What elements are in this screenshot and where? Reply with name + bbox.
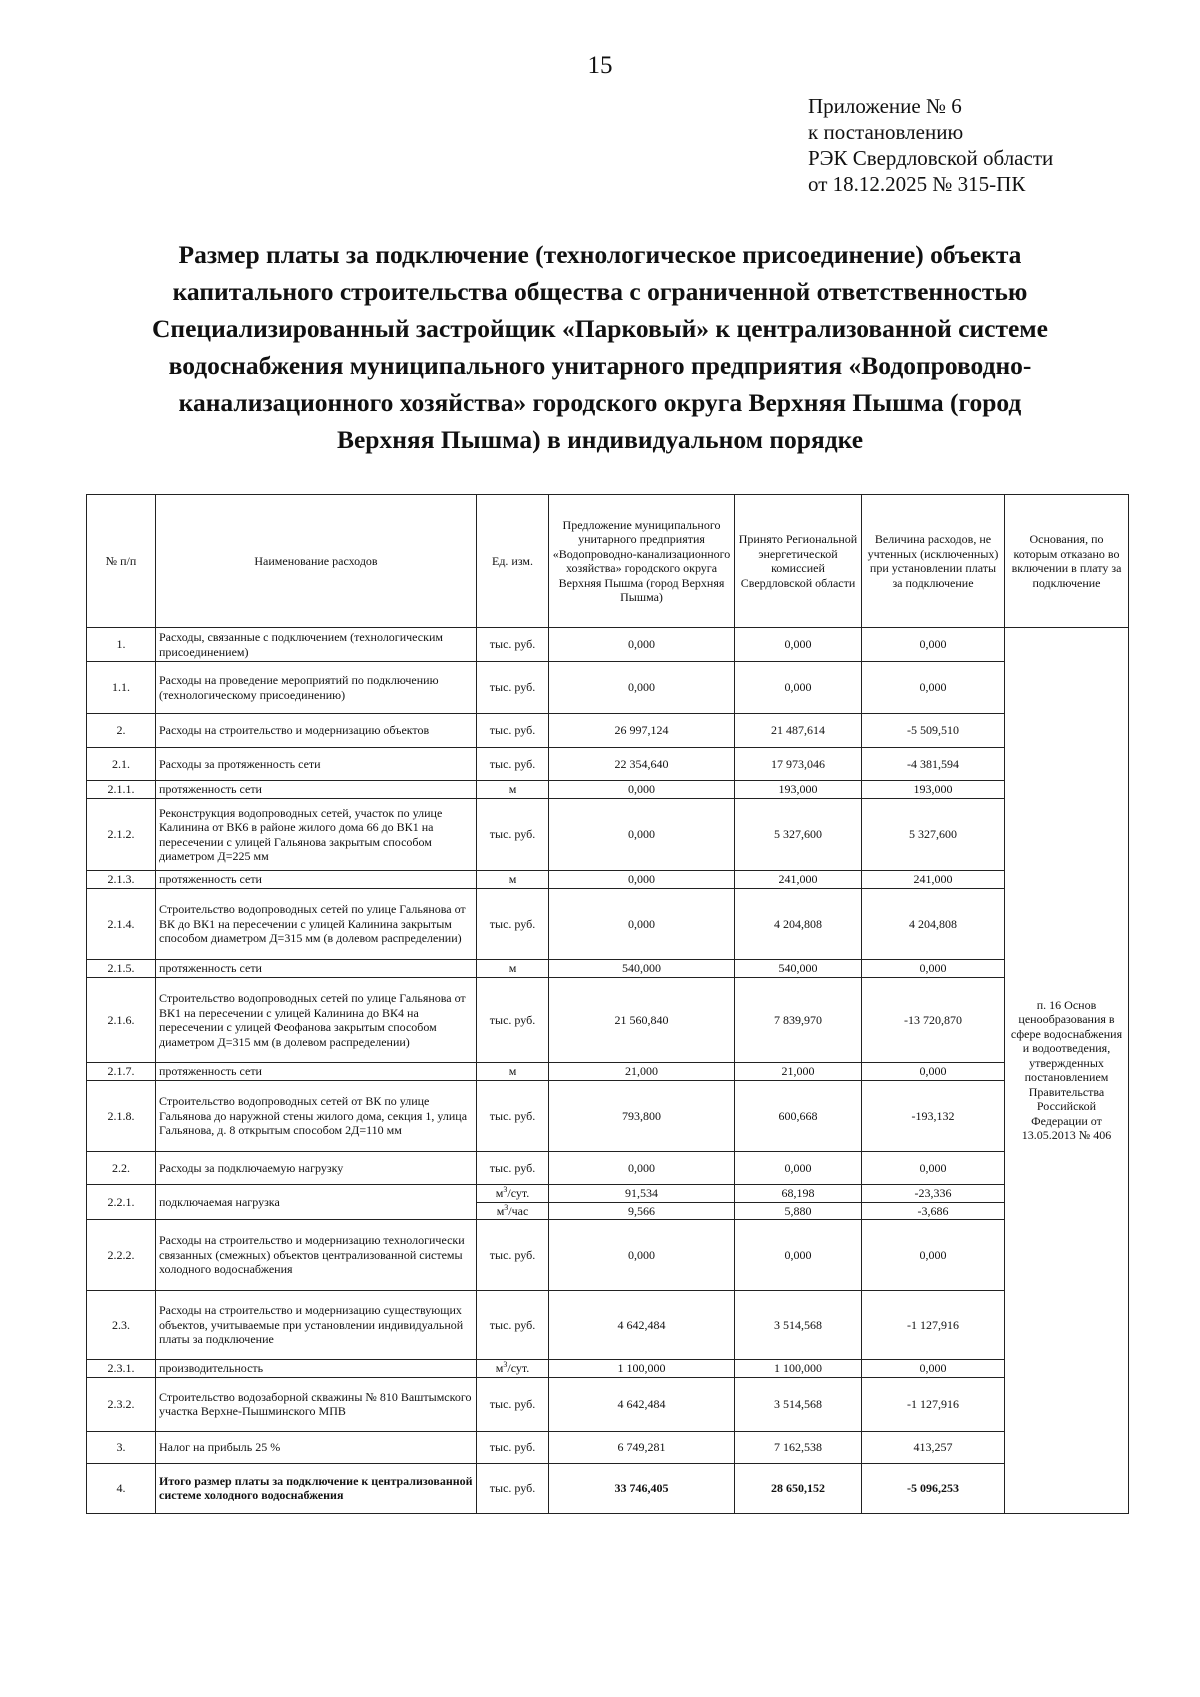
table-row xyxy=(87,1063,1129,1081)
table-row-load xyxy=(87,1185,1129,1203)
cell-num: 2.2. xyxy=(87,1152,156,1185)
cell-num: 2.1.3. xyxy=(87,871,156,889)
cell-num: 2.1.6. xyxy=(87,978,156,1063)
cell-name: Расходы на проведение мероприятий по подключению (технологическому присоединению) xyxy=(156,662,477,714)
cell-proposal: 793,800 xyxy=(549,1081,735,1152)
cell-unit: тыс. руб. xyxy=(477,889,549,960)
title-line: капитального строительства общества с ограниченной ответственностью xyxy=(172,277,1028,306)
cell-accepted: 5,880 xyxy=(735,1202,862,1220)
cell-name: протяженность сети xyxy=(156,960,477,978)
appendix-line: от 18.12.2025 № 315-ПК xyxy=(808,172,1026,196)
cell-excluded: -4 381,594 xyxy=(862,748,1005,781)
table-row-total xyxy=(87,1463,1129,1513)
cell-excluded: 4 204,808 xyxy=(862,889,1005,960)
unit-sup: 3 xyxy=(503,1360,508,1369)
cell-proposal: 21,000 xyxy=(549,1063,735,1081)
cell-excluded: -13 720,870 xyxy=(862,978,1005,1063)
table-row xyxy=(87,978,1129,1063)
table-row xyxy=(87,799,1129,871)
title-line: Верхняя Пышма) в индивидуальном порядке xyxy=(336,425,864,454)
title-line: водоснабжения муниципального унитарного предприятия «Водопроводно- xyxy=(168,351,1032,380)
unit-tail: /сут. xyxy=(507,1361,530,1375)
cell-accepted: 7 839,970 xyxy=(735,978,862,1063)
cell-excluded: -1 127,916 xyxy=(862,1291,1005,1360)
cell-excluded: -23,336 xyxy=(862,1185,1005,1203)
header-excluded: Величина расходов, не учтенных (исключенных) при установлении платы за подключение xyxy=(862,495,1005,628)
cell-proposal: 26 997,124 xyxy=(549,714,735,748)
table-row xyxy=(87,871,1129,889)
cell-unit: тыс. руб. xyxy=(477,1081,549,1152)
cell-num: 2.1.2. xyxy=(87,799,156,871)
header-basis: Основания, по которым отказано во включении в плату за подключение xyxy=(1005,495,1129,628)
cell-accepted: 17 973,046 xyxy=(735,748,862,781)
appendix-line: к постановлению xyxy=(808,120,964,144)
cell-proposal: 22 354,640 xyxy=(549,748,735,781)
cell-num: 2.1.1. xyxy=(87,781,156,799)
cell-proposal: 4 642,484 xyxy=(549,1377,735,1431)
unit-sup: 3 xyxy=(504,1202,509,1212)
cell-accepted: 7 162,538 xyxy=(735,1431,862,1463)
cell-unit: тыс. руб. xyxy=(477,1431,549,1463)
cell-num: 1. xyxy=(87,628,156,662)
cell-unit: тыс. руб. xyxy=(477,714,549,748)
cell-excluded: 0,000 xyxy=(862,1360,1005,1378)
table-row xyxy=(87,1081,1129,1152)
cell-name: Расходы, связанные с подключением (технологическим присоединением) xyxy=(156,628,477,662)
cell-name: Строительство водопроводных сетей от ВК по улице Гальянова до наружной стены жилого дома, секция 1, улица Гальянова, д. 8 открытым способом 2Д=110 мм xyxy=(156,1081,477,1152)
cell-excluded: 0,000 xyxy=(862,628,1005,662)
table-row xyxy=(87,1431,1129,1463)
cell-excluded: 413,257 xyxy=(862,1431,1005,1463)
cell-excluded: 241,000 xyxy=(862,871,1005,889)
unit-base: м xyxy=(496,1203,505,1218)
cell-accepted: 3 514,568 xyxy=(735,1291,862,1360)
cell-name: Расходы за протяженность сети xyxy=(156,748,477,781)
cell-num: 2.2.1. xyxy=(87,1185,156,1220)
cell-name: производительность xyxy=(156,1360,477,1378)
cell-excluded: -1 127,916 xyxy=(862,1377,1005,1431)
unit-base: м xyxy=(495,1361,504,1375)
table-row xyxy=(87,714,1129,748)
cell-proposal: 0,000 xyxy=(549,781,735,799)
appendix-line: Приложение № 6 xyxy=(808,94,962,118)
unit-tail: /сут. xyxy=(507,1186,530,1200)
cell-name: подключаемая нагрузка xyxy=(156,1185,477,1220)
cell-unit: тыс. руб. xyxy=(477,1152,549,1185)
unit-base: м xyxy=(495,1186,504,1200)
cell-basis: п. 16 Основ ценообразования в сфере водоснабжения и водоотведения, утвержденных постановлением Правительства Российской Федерации от 13.05.2013 № 406 xyxy=(1005,628,1129,1514)
table-row xyxy=(87,662,1129,714)
unit-tail: /час xyxy=(508,1203,529,1218)
cell-unit: м xyxy=(477,1063,549,1081)
cell-proposal: 33 746,405 xyxy=(549,1463,735,1513)
cell-unit: тыс. руб. xyxy=(477,978,549,1063)
cell-num: 2.3.1. xyxy=(87,1360,156,1378)
cell-proposal: 6 749,281 xyxy=(549,1431,735,1463)
cell-accepted: 241,000 xyxy=(735,871,862,889)
cell-proposal: 0,000 xyxy=(549,871,735,889)
table-row xyxy=(87,1360,1129,1378)
header-name: Наименование расходов xyxy=(156,495,477,628)
cell-unit: м xyxy=(477,871,549,889)
header-unit: Ед. изм. xyxy=(477,495,549,628)
cell-unit xyxy=(477,1360,549,1378)
cell-accepted: 0,000 xyxy=(735,662,862,714)
cell-unit: тыс. руб. xyxy=(477,1291,549,1360)
header-proposal: Предложение муниципального унитарного предприятия «Водопроводно-канализационного хозяйства» городского округа Верхняя Пышма (город Верхняя Пышма) xyxy=(549,495,735,628)
cell-excluded: -5 096,253 xyxy=(862,1463,1005,1513)
cell-num: 2.1. xyxy=(87,748,156,781)
cell-name: Строительство водопроводных сетей по улице Гальянова от ВК1 на пересечении с улицей Калинина до ВК4 на пересечении с улицей Феофанова закрытым способом диаметром Д=315 мм (в долевом распределении) xyxy=(156,978,477,1063)
cell-num: 2.3.2. xyxy=(87,1377,156,1431)
cell-unit: тыс. руб. xyxy=(477,1377,549,1431)
table-row xyxy=(87,1291,1129,1360)
cell-proposal: 4 642,484 xyxy=(549,1291,735,1360)
appendix-line: РЭК Свердловской области xyxy=(808,146,1054,170)
cost-table xyxy=(86,494,1129,1514)
cell-name: Расходы на строительство и модернизацию существующих объектов, учитываемые при установлении индивидуальной платы за подключение xyxy=(156,1291,477,1360)
cell-num: 1.1. xyxy=(87,662,156,714)
cell-name: Реконструкция водопроводных сетей, участок по улице Калинина от ВК6 в районе жилого дома 66 до ВК1 на пересечении с улицей Гальянова закрытым способом диаметром Д=225 мм xyxy=(156,799,477,871)
cell-proposal: 0,000 xyxy=(549,662,735,714)
cell-unit xyxy=(477,1185,549,1203)
cell-proposal: 0,000 xyxy=(549,889,735,960)
cell-accepted: 5 327,600 xyxy=(735,799,862,871)
cell-proposal: 0,000 xyxy=(549,1152,735,1185)
cell-num: 2.1.8. xyxy=(87,1081,156,1152)
cell-excluded: 0,000 xyxy=(862,1152,1005,1185)
cell-proposal: 540,000 xyxy=(549,960,735,978)
cell-proposal: 91,534 xyxy=(549,1185,735,1203)
header-accepted: Принято Региональной энергетической комиссией Свердловской области xyxy=(735,495,862,628)
cell-proposal: 0,000 xyxy=(549,628,735,662)
cell-accepted: 3 514,568 xyxy=(735,1377,862,1431)
cell-accepted: 0,000 xyxy=(735,1152,862,1185)
cell-accepted: 0,000 xyxy=(735,628,862,662)
cell-unit: тыс. руб. xyxy=(477,1463,549,1513)
cell-excluded: 0,000 xyxy=(862,1063,1005,1081)
cell-proposal: 0,000 xyxy=(549,1220,735,1291)
cell-name: Строительство водозаборной скважины № 810 Ваштымского участка Верхне-Пышминского МПВ xyxy=(156,1377,477,1431)
cell-name: протяженность сети xyxy=(156,781,477,799)
cell-excluded: -5 509,510 xyxy=(862,714,1005,748)
cell-unit: м xyxy=(477,960,549,978)
header-num: № п/п xyxy=(87,495,156,628)
table-row xyxy=(87,628,1129,662)
cell-num: 3. xyxy=(87,1431,156,1463)
cell-name: протяженность сети xyxy=(156,1063,477,1081)
cell-excluded: 5 327,600 xyxy=(862,799,1005,871)
cell-num: 2.1.4. xyxy=(87,889,156,960)
cell-name: протяженность сети xyxy=(156,871,477,889)
cell-accepted: 193,000 xyxy=(735,781,862,799)
cell-excluded: 193,000 xyxy=(862,781,1005,799)
cell-accepted: 0,000 xyxy=(735,1220,862,1291)
cell-unit xyxy=(477,1202,549,1220)
cell-unit: тыс. руб. xyxy=(477,628,549,662)
unit-sup: 3 xyxy=(503,1185,508,1194)
appendix-reference xyxy=(808,93,1053,197)
table-row xyxy=(87,1152,1129,1185)
table-row xyxy=(87,1377,1129,1431)
cell-name: Расходы за подключаемую нагрузку xyxy=(156,1152,477,1185)
cell-accepted: 28 650,152 xyxy=(735,1463,862,1513)
table-row xyxy=(87,1220,1129,1291)
cell-unit: тыс. руб. xyxy=(477,748,549,781)
table-row xyxy=(87,748,1129,781)
cell-unit: тыс. руб. xyxy=(477,799,549,871)
cell-excluded: -3,686 xyxy=(862,1202,1005,1220)
cell-accepted: 68,198 xyxy=(735,1185,862,1203)
cell-accepted: 4 204,808 xyxy=(735,889,862,960)
table-row xyxy=(87,781,1129,799)
table-row xyxy=(87,889,1129,960)
cell-excluded: -193,132 xyxy=(862,1081,1005,1152)
title-line: Специализированный застройщик «Парковый» к централизованной системе xyxy=(151,314,1048,343)
cell-num: 4. xyxy=(87,1463,156,1513)
cell-name: Налог на прибыль 25 % xyxy=(156,1431,477,1463)
cell-proposal: 0,000 xyxy=(549,799,735,871)
cell-excluded: 0,000 xyxy=(862,960,1005,978)
cell-num: 2.1.5. xyxy=(87,960,156,978)
cell-num: 2.2.2. xyxy=(87,1220,156,1291)
cell-accepted: 1 100,000 xyxy=(735,1360,862,1378)
cell-num: 2.3. xyxy=(87,1291,156,1360)
table-row xyxy=(87,960,1129,978)
cell-name: Расходы на строительство и модернизацию технологически связанных (смежных) объектов централизованной системы холодного водоснабжения xyxy=(156,1220,477,1291)
document-title xyxy=(90,236,1110,458)
cell-unit: тыс. руб. xyxy=(477,662,549,714)
cell-unit: м xyxy=(477,781,549,799)
cell-name: Строительство водопроводных сетей по улице Гальянова от ВК до ВК1 на пересечении с улицей Калинина закрытым способом диаметром Д=315 мм (в долевом распределении) xyxy=(156,889,477,960)
cell-proposal: 1 100,000 xyxy=(549,1360,735,1378)
cell-accepted: 21,000 xyxy=(735,1063,862,1081)
cell-proposal: 9,566 xyxy=(549,1202,735,1220)
title-line: канализационного хозяйства» городского округа Верхняя Пышма (город xyxy=(178,388,1022,417)
cell-accepted: 21 487,614 xyxy=(735,714,862,748)
cell-name: Расходы на строительство и модернизацию объектов xyxy=(156,714,477,748)
cell-num: 2.1.7. xyxy=(87,1063,156,1081)
title-line: Размер платы за подключение (технологическое присоединение) объекта xyxy=(178,240,1022,269)
cell-name: Итого размер платы за подключение к централизованной системе холодного водоснабжения xyxy=(156,1463,477,1513)
cell-accepted: 540,000 xyxy=(735,960,862,978)
page-number: 15 xyxy=(587,52,613,79)
table-header-row xyxy=(87,495,1129,628)
cell-excluded: 0,000 xyxy=(862,662,1005,714)
cell-excluded: 0,000 xyxy=(862,1220,1005,1291)
cell-num: 2. xyxy=(87,714,156,748)
cell-unit: тыс. руб. xyxy=(477,1220,549,1291)
cell-accepted: 600,668 xyxy=(735,1081,862,1152)
cell-proposal: 21 560,840 xyxy=(549,978,735,1063)
